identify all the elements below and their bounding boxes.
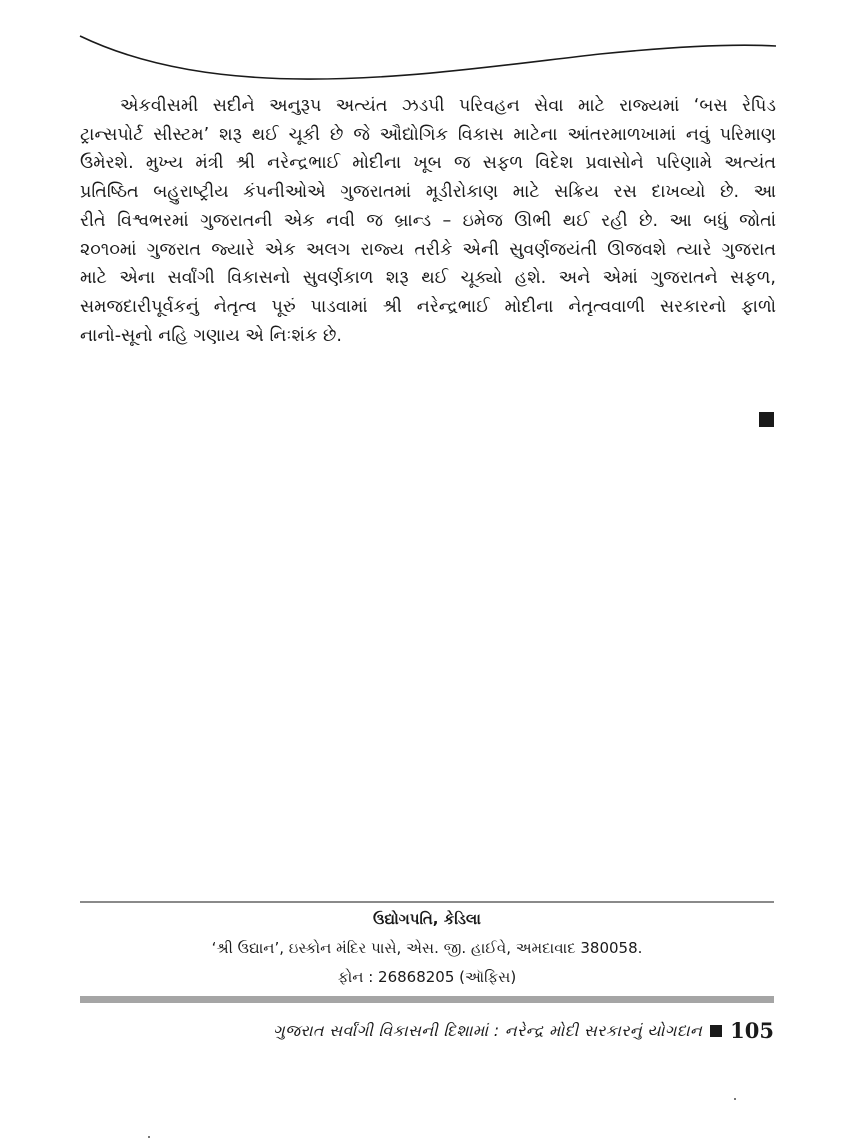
author-designation: ઉદ્યોગપતિ, કેડિલા	[373, 910, 481, 928]
paragraph-line: ટ્રાન્સપોર્ટ સીસ્ટમ’ શરૂ થઈ ચૂકી છે જે ઔદ્યોગિક વિકાસ માટેના આંતરમાળખામાં નવું પરિમાણ	[80, 124, 776, 145]
paragraph-line: ૨૦૧૦માં ગુજરાત જ્યારે એક અલગ રાજ્ય તરીકે એની સુવર્ણજયંતી ઊજવશે ત્યારે ગુજરાત	[80, 239, 776, 260]
contact-bottom-divider	[80, 996, 774, 1003]
paragraph-line: માટે એના સર્વાંગી વિકાસનો સુવર્ણકાળ શરૂ થઈ ચૂક્યો હશે. અને એમાં ગુજરાતને સફળ,	[80, 268, 776, 289]
decorative-wave-line	[0, 0, 855, 100]
paragraph-line: નાનો-સૂનો નહિ ગણાય એ નિઃશંક છે.	[80, 325, 342, 346]
paragraph-line: ઉમેરશે. મુખ્ય મંત્રી શ્રી નરેન્દ્રભાઈ મોદીના ખૂબ જ સફળ વિદેશ પ્રવાસોને પરિણામે અત્યંત	[80, 153, 776, 174]
author-contact-block	[80, 905, 774, 992]
running-title: ગુજરાત સર્વાંગી વિકાસની દિશામાં : નરેન્દ્ર મોદી સરકારનું યોગદાન	[272, 1020, 703, 1040]
contact-top-divider	[80, 901, 774, 903]
footer-square-icon	[710, 1025, 722, 1037]
paragraph-line: સમજદારીપૂર્વકનું નેતૃત્વ પૂરું પાડવામાં શ્રી નરેન્દ્રભાઈ મોદીના નેતૃત્વવાળી સરકારનો ફાળો	[80, 296, 776, 317]
paragraph-line: એકવીસમી સદીને અનુરૂપ અત્યંત ઝડપી પરિવહન સેવા માટે રાજ્યમાં ‘બસ રેપિડ	[120, 96, 776, 116]
paragraph-line: પ્રતિષ્ઠિત બહુરાષ્ટ્રીય કંપનીઓએ ગુજરાતમાં મૂડીરોકાણ માટે સક્રિય રસ દાખવ્યો છે. આ	[80, 182, 776, 203]
end-of-article-square-icon	[759, 412, 774, 427]
page-footer	[80, 1018, 774, 1043]
article-paragraph	[80, 92, 776, 350]
page-number: 105	[730, 1018, 774, 1043]
paragraph-line: રીતે વિશ્વભરમાં ગુજરાતની એક નવી જ બ્રાન્ડ – ઇમેજ ઊભી થઈ રહી છે. આ બધું જોતાં	[80, 210, 776, 231]
scan-speck	[734, 1098, 736, 1100]
author-address: ‘શ્રી ઉદ્યાન’, ઇસ્કોન મંદિર પાસે, એસ. જી. હાઈવે, અમદાવાદ 380058.	[211, 939, 643, 957]
author-phone: ફોન : 26868205 (ઑફિસ)	[337, 968, 517, 986]
scan-speck	[148, 1136, 150, 1138]
